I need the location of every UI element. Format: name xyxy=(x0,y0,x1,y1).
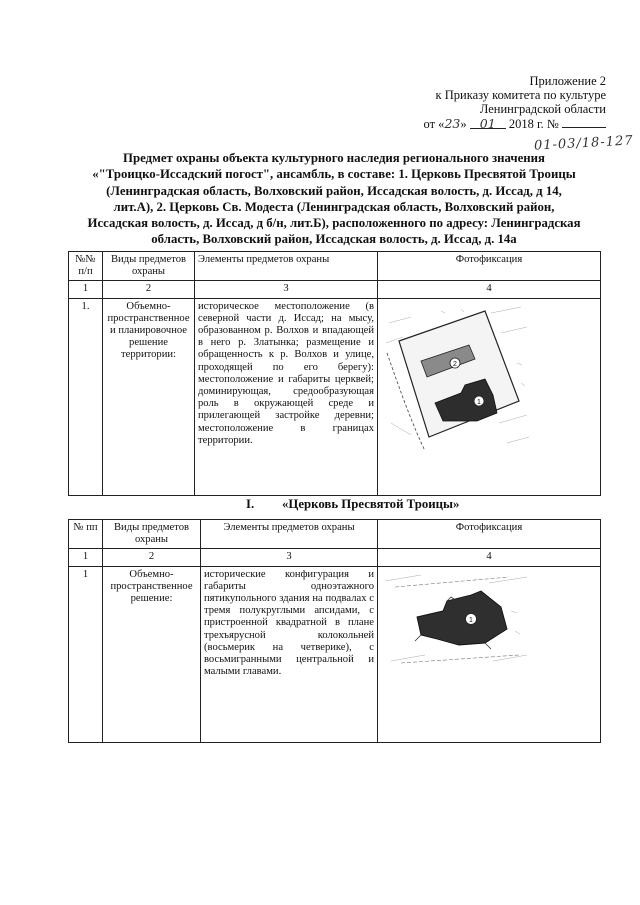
header-types: Виды предметов охраны xyxy=(103,252,195,281)
section-number: I. xyxy=(246,497,255,511)
handwritten-doc-number: 01-03/18-127 xyxy=(534,133,635,154)
appendix-line-3: Ленинградской области xyxy=(479,102,606,116)
row-elements: историческое местоположение (в северной части д. Иссад; на мысу, образованном р. Волхов и впадающей в него р. Златынка; размещение и обращенность к р. Волхов и улице, проходящей по его берегу): местоположение и габариты церквей; доминирующая, средообразующая роль в окружающей среде и прилегающей застройке деревни; местоположение в границах территории. xyxy=(195,298,378,495)
header-num: №№ п/п xyxy=(69,252,103,281)
index-cell: 1 xyxy=(69,549,103,566)
row-type: Объемно-пространственное решение: xyxy=(103,566,201,742)
table-header-row xyxy=(69,252,601,281)
index-cell: 4 xyxy=(378,281,601,298)
index-cell: 2 xyxy=(103,281,195,298)
title-line-3: (Ленинградская область, Волховский район, Иссадская волость, д. Иссад, д 14, xyxy=(106,183,562,198)
photo-cell xyxy=(378,298,601,495)
header-photo: Фотофиксация xyxy=(378,520,601,549)
table-row xyxy=(69,566,601,742)
title-line-5: Иссадская волость, д. Иссад, д б/н, лит.Б), расположенного по адресу: Ленинградская xyxy=(87,216,581,231)
index-cell: 4 xyxy=(378,549,601,566)
doc-number-field xyxy=(562,116,606,128)
title-line-2: «"Троицко-Иссадский погост", ансамбль, в составе: 1. Церковь Пресвятой Троицы xyxy=(92,167,576,182)
date-day: 23 xyxy=(444,116,461,131)
date-month-field xyxy=(470,117,506,129)
index-cell: 1 xyxy=(69,281,103,298)
title-line-1: Предмет охраны объекта культурного наследия регионального значения xyxy=(123,151,545,165)
site-plan-ensemble xyxy=(381,303,531,453)
photo-cell xyxy=(378,566,601,742)
table-index-row xyxy=(69,549,601,566)
date-year: 2018 г. № xyxy=(508,117,559,131)
table-index-row xyxy=(69,281,601,298)
date-prefix: от « xyxy=(423,117,445,131)
plan-marker-label-2: 2 xyxy=(453,360,457,368)
table-row xyxy=(69,298,601,495)
header-elements: Элементы предметов охраны xyxy=(195,252,378,281)
row-elements: исторические конфигурация и габариты одноэтажного пятикупольного здания на подвалах с тремя полукруглыми апсидами, с пристроенной квадратной в плане трехъярусной колокольней (восьмерик на четверике), с восьмигранными центральной и малыми главами. xyxy=(201,566,378,742)
plan-marker-label-1: 1 xyxy=(477,398,481,406)
row-num: 1 xyxy=(69,566,103,742)
title-line-4: лит.А), 2. Церковь Св. Модеста (Ленинградская область, Волховский район, xyxy=(113,199,555,214)
title-line-6: область, Волховский район, Иссадская волость, д. Иссад, д. 14а xyxy=(151,232,517,247)
table-header-row xyxy=(69,520,601,549)
protection-table-ensemble xyxy=(68,251,601,496)
appendix-block xyxy=(346,74,606,131)
row-type: Объемно-пространственное и планировочное решение территории: xyxy=(103,298,195,495)
appendix-line-1: Приложение 2 xyxy=(529,74,606,88)
header-num: № пп xyxy=(69,520,103,549)
index-cell: 3 xyxy=(201,549,378,566)
date-mid: » xyxy=(460,117,467,131)
header-photo: Фотофиксация xyxy=(378,252,601,281)
document-title xyxy=(78,150,590,248)
index-cell: 3 xyxy=(195,281,378,298)
appendix-date-line xyxy=(346,116,606,131)
site-plan-trinity-church xyxy=(381,571,531,669)
church-trinity-footprint xyxy=(417,591,507,645)
appendix-line-2: к Приказу комитета по культуре xyxy=(435,88,606,102)
date-month: 01 xyxy=(479,116,496,131)
protection-table-trinity-church xyxy=(68,519,601,743)
header-elements: Элементы предметов охраны xyxy=(201,520,378,549)
index-cell: 2 xyxy=(103,549,201,566)
header-types: Виды предметов охраны xyxy=(103,520,201,549)
row-num: 1. xyxy=(69,298,103,495)
plan-marker-label-1: 1 xyxy=(469,616,473,624)
section-name: «Церковь Пресвятой Троицы» xyxy=(282,497,460,511)
